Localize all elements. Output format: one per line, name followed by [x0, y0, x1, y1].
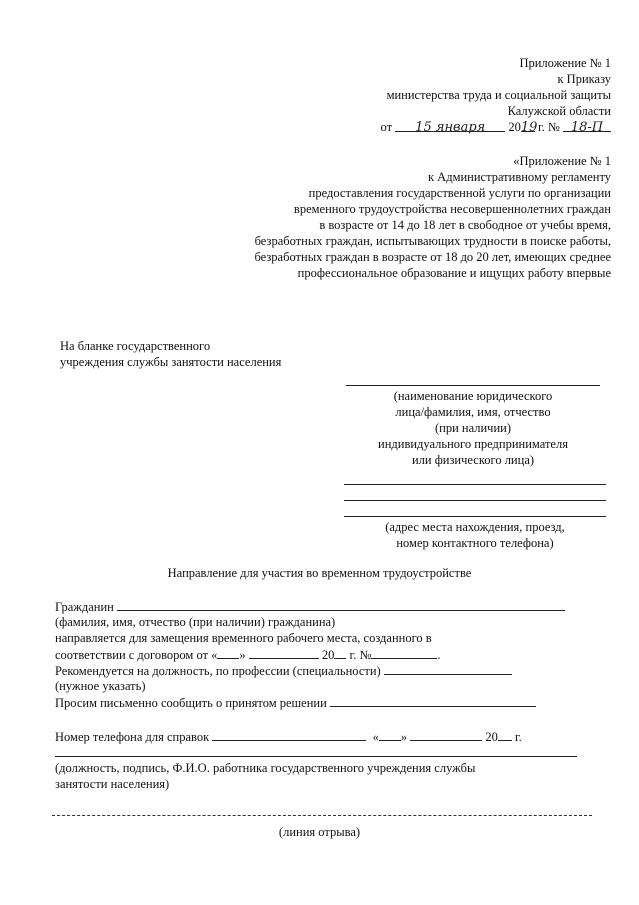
regulation-header-line: предоставления государственной услуги по организации: [308, 186, 611, 200]
regulation-header-line: безработных граждан в возрасте от 18 до 20 лет, имеющих среднее: [254, 250, 611, 264]
citizen-caption: (фамилия, имя, отчество (при наличии) гражданина): [55, 615, 336, 629]
recipient-address-line: [344, 500, 606, 501]
tear-line: [52, 815, 592, 816]
order-date-prefix: от: [380, 120, 393, 134]
order-year-prefix: 20: [508, 120, 521, 134]
recommended-position-field: [384, 662, 512, 675]
caption-line: номер контактного телефона): [396, 536, 554, 550]
order-number-handwritten: 18-П: [570, 120, 604, 135]
phone-line: [55, 728, 522, 745]
contract-line: [55, 646, 441, 663]
phone-year-prefix: 20: [485, 730, 498, 744]
citizen-label: Гражданин: [55, 600, 114, 614]
caption-line: лица/фамилия, имя, отчество: [395, 405, 551, 419]
recipient-name-caption: [346, 388, 600, 468]
order-date-line: [381, 119, 611, 135]
regulation-header-line: безработных граждан, испытывающих трудности в поиске работы,: [254, 234, 611, 248]
decision-field: [330, 694, 536, 707]
regulation-header-line: временного трудоустройства несовершеннолетних граждан: [293, 202, 611, 216]
order-attachment-header: [381, 55, 611, 135]
phone-year-field: [498, 728, 512, 741]
phone-quote-close: »: [400, 730, 408, 744]
document-title: Направление для участия во временном трудоустройстве: [167, 566, 472, 580]
order-number-field: [563, 119, 611, 135]
contract-end: .: [437, 648, 441, 662]
contract-year-prefix: 20: [321, 648, 335, 662]
recipient-name-line: [346, 385, 600, 386]
letterhead-note: [60, 338, 281, 370]
recipient-address-line: [344, 516, 606, 517]
order-header-line: Калужской области: [507, 104, 611, 118]
tear-line-caption: (линия отрыва): [278, 825, 361, 839]
contract-month-field: [249, 646, 319, 659]
order-number-label: г. №: [537, 120, 560, 134]
signature-line: [55, 756, 577, 757]
phone-label: Номер телефона для справок: [55, 730, 210, 744]
phone-day-field: [379, 728, 401, 741]
order-date-handwritten: 15 января: [415, 120, 486, 135]
request-label: Просим письменно сообщить о принятом решении: [55, 696, 327, 710]
request-line: [55, 694, 536, 711]
recommended-caption: (нужное указать): [55, 679, 146, 693]
phone-month-field: [410, 728, 482, 741]
caption-line: (наименование юридического: [393, 389, 553, 403]
order-header-line: к Приказу: [557, 72, 611, 86]
letterhead-line: учреждения службы занятости населения: [60, 355, 282, 369]
signature-caption: [55, 760, 475, 792]
recommended-line: [55, 662, 512, 679]
letterhead-line: На бланке государственного: [60, 339, 211, 353]
regulation-header-line: к Административному регламенту: [427, 170, 611, 184]
order-date-field: [395, 119, 505, 135]
recipient-address-line: [344, 484, 606, 485]
order-year-field: [520, 119, 538, 135]
contract-quote-close: »: [239, 648, 246, 662]
signature-caption-line: (должность, подпись, Ф.И.О. работника государственного учреждения службы: [55, 761, 476, 775]
regulation-header-line: «Приложение № 1: [513, 154, 611, 168]
caption-line: индивидуального предпринимателя: [378, 437, 568, 451]
contract-number-field: [371, 646, 437, 659]
phone-quote-open: «: [372, 730, 379, 744]
phone-number-field: [212, 728, 366, 741]
directed-text: направляется для замещения временного рабочего места, созданного в: [55, 631, 432, 645]
regulation-header-line: в возрасте от 14 до 18 лет в свободное от учебы время,: [319, 218, 611, 232]
signature-caption-line: занятости населения): [55, 777, 170, 791]
caption-line: или физического лица): [411, 453, 535, 467]
order-header-line: Приложение № 1: [519, 56, 611, 70]
caption-line: (при наличии): [434, 421, 512, 435]
order-header-line: министерства труда и социальной защиты: [386, 88, 611, 102]
contract-year-field: [334, 646, 346, 659]
recommended-label: Рекомендуется на должность, по профессии (специальности): [55, 664, 381, 678]
citizen-line: [55, 598, 565, 615]
contract-number-label: г. №: [349, 648, 372, 662]
caption-line: (адрес места нахождения, проезд,: [385, 520, 565, 534]
order-year-handwritten: 19: [520, 120, 538, 135]
regulation-header-line: профессиональное образование и ищущих работу впервые: [297, 266, 611, 280]
citizen-name-field: [117, 598, 565, 611]
recipient-address-caption: [344, 519, 606, 551]
contract-prefix: соответствии с договором от «: [55, 648, 218, 662]
phone-year-suffix: г.: [514, 730, 522, 744]
regulation-attachment-header: [254, 153, 611, 281]
contract-day-field: [217, 646, 239, 659]
